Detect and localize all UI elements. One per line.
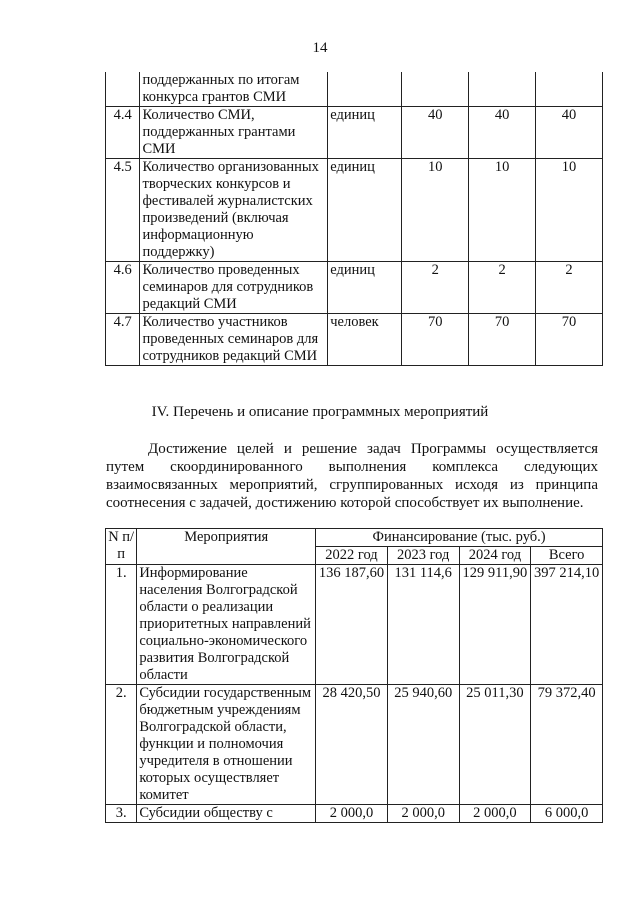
row-number: 4.4 [106, 107, 140, 159]
row-number: 2. [106, 685, 137, 805]
header-total: Всего [531, 547, 603, 565]
amount-2024: 2 000,0 [459, 805, 531, 823]
value-2022: 10 [402, 159, 469, 262]
table-row [106, 107, 603, 159]
indicators-table [105, 72, 603, 366]
row-number [106, 72, 140, 107]
indicator-name: Количество участников проведенных семинаров для сотрудников редакций СМИ [140, 314, 328, 366]
section-title: IV. Перечень и описание программных мероприятий [151, 404, 489, 420]
value-2023 [469, 72, 536, 107]
unit [328, 72, 402, 107]
event-name: Субсидии обществу с [137, 805, 316, 823]
table-row [106, 72, 603, 107]
header-num: N п/п [106, 529, 137, 565]
row-number: 4.6 [106, 262, 140, 314]
value-2024: 2 [536, 262, 603, 314]
indicator-name: Количество СМИ, поддержанных грантами СМИ [140, 107, 328, 159]
page-number: 14 [312, 40, 328, 56]
value-2024 [536, 72, 603, 107]
row-number: 4.5 [106, 159, 140, 262]
unit: единиц [328, 159, 402, 262]
header-2022: 2022 год [316, 547, 388, 565]
amount-2024: 129 911,90 [459, 565, 531, 685]
intro-line: Достижение целей и решение задач Программы осуществляется [148, 441, 598, 457]
event-name: Информирование населения Волгоградской области о реализации приоритетных направлений социально-экономического развития Волгоградской области [137, 565, 316, 685]
amount-2023: 131 114,6 [387, 565, 459, 685]
events-table [105, 528, 603, 823]
table-row [106, 685, 603, 805]
indicator-name: поддержанных по итогам конкурса грантов СМИ [140, 72, 328, 107]
table-row [106, 159, 603, 262]
row-number: 4.7 [106, 314, 140, 366]
amount-total: 79 372,40 [531, 685, 603, 805]
amount-total: 6 000,0 [531, 805, 603, 823]
unit: единиц [328, 107, 402, 159]
table-row [106, 565, 603, 685]
indicator-name: Количество проведенных семинаров для сотрудников редакций СМИ [140, 262, 328, 314]
event-name: Субсидии государственным бюджетным учреждениям Волгоградской области, функции и полномочия учредителя в отношении которых осуществляет комитет [137, 685, 316, 805]
table-row [106, 805, 603, 823]
intro-line: путем скоординированного выполнения комплекса следующих [106, 459, 598, 475]
value-2024: 10 [536, 159, 603, 262]
intro-line: соотнесения с задачей, достижению которой способствует их выполнение. [106, 495, 584, 511]
row-number: 1. [106, 565, 137, 685]
amount-2022: 28 420,50 [316, 685, 388, 805]
indicator-name: Количество организованных творческих конкурсов и фестивалей журналистских произведений (включая информационную поддержку) [140, 159, 328, 262]
amount-2022: 2 000,0 [316, 805, 388, 823]
header-row [106, 529, 603, 547]
amount-2022: 136 187,60 [316, 565, 388, 685]
amount-2023: 25 940,60 [387, 685, 459, 805]
amount-total: 397 214,10 [531, 565, 603, 685]
value-2022: 40 [402, 107, 469, 159]
value-2023: 10 [469, 159, 536, 262]
value-2023: 70 [469, 314, 536, 366]
value-2022: 70 [402, 314, 469, 366]
value-2024: 40 [536, 107, 603, 159]
value-2023: 40 [469, 107, 536, 159]
intro-paragraph [106, 440, 598, 512]
intro-line: взаимосвязанных мероприятий, сгруппированных исходя из принципа [106, 477, 598, 493]
table-row [106, 314, 603, 366]
amount-2024: 25 011,30 [459, 685, 531, 805]
unit: человек [328, 314, 402, 366]
unit: единиц [328, 262, 402, 314]
header-event: Мероприятия [137, 529, 316, 565]
value-2023: 2 [469, 262, 536, 314]
value-2022: 2 [402, 262, 469, 314]
table-row [106, 262, 603, 314]
header-2024: 2024 год [459, 547, 531, 565]
header-financing: Финансирование (тыс. руб.) [316, 529, 603, 547]
header-2023: 2023 год [387, 547, 459, 565]
value-2024: 70 [536, 314, 603, 366]
amount-2023: 2 000,0 [387, 805, 459, 823]
row-number: 3. [106, 805, 137, 823]
value-2022 [402, 72, 469, 107]
